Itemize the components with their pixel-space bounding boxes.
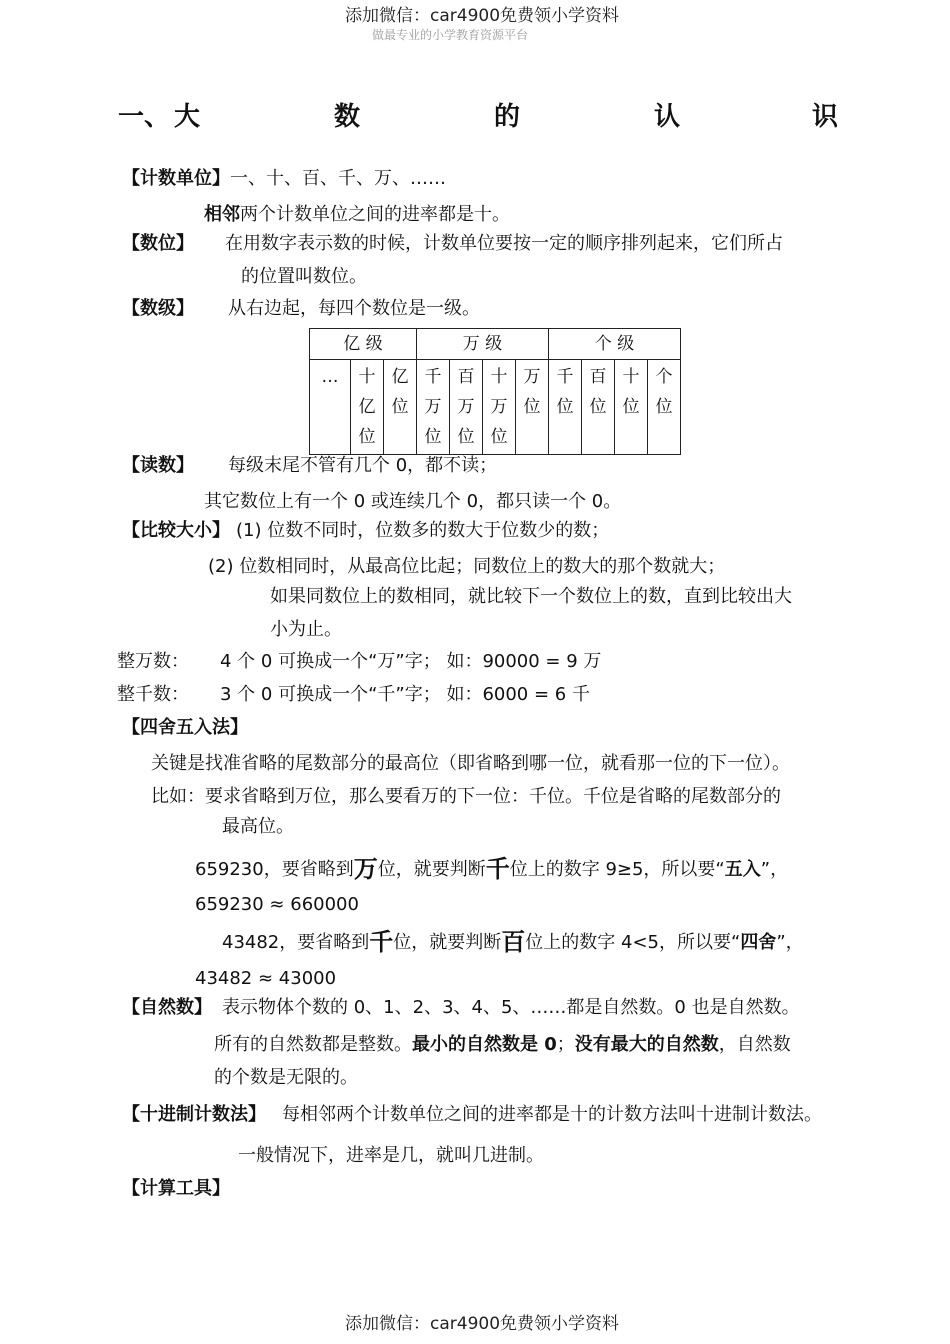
- compare-rule: 如果同数位上的数相同，就比较下一个数位上的数，直到比较出大: [270, 586, 792, 607]
- digit-place-heading: 【数位】: [122, 233, 194, 254]
- natural-text: 表示物体个数的 0、1、2、3、4、5、……都是自然数。0 也是自然数。: [222, 997, 800, 1018]
- counting-units-line: [122, 168, 446, 190]
- title-prefix: 一、: [118, 102, 171, 132]
- table-cell: [351, 360, 384, 455]
- natural-part: ；: [556, 1034, 575, 1055]
- group-yi: 亿 级: [310, 329, 417, 360]
- digit-place-text: 在用数字表示数的时候，计数单位要按一定的顺序排列起来，它们所占: [225, 233, 783, 254]
- place-value-table: [309, 328, 681, 455]
- col-label: 十万位: [490, 367, 508, 447]
- ex-big: 千: [485, 855, 510, 883]
- ex-text: ”，: [776, 932, 804, 953]
- rounding-example-2: [222, 928, 804, 957]
- natural-text-2: [214, 1034, 791, 1056]
- table-cell: [483, 360, 516, 455]
- counting-units-list: 一、十、百、千、万、……: [230, 168, 446, 189]
- natural-bold: 最小的自然数是 0: [412, 1034, 557, 1055]
- counting-units-heading: 【计数单位】: [122, 168, 230, 189]
- ex-bold: 四舍: [740, 932, 777, 953]
- col-label: 十亿位: [358, 367, 376, 447]
- col-label: 千位: [556, 367, 574, 417]
- level-text: 从右边起，每四个数位是一级。: [228, 298, 480, 319]
- rounding-result-2: 43482 ≈ 43000: [195, 968, 337, 989]
- compare-rule: (1) 位数不同时，位数多的数大于位数少的数；: [236, 520, 610, 541]
- table-cell: [582, 360, 615, 455]
- ex-big: 千: [369, 928, 394, 956]
- decimal-text: 每相邻两个计数单位之间的进率都是十的计数方法叫十进制计数法。: [282, 1104, 822, 1125]
- whole-wan-label: 整万数：: [117, 651, 189, 672]
- decimal-heading: 【十进制计数法】: [122, 1104, 266, 1125]
- natural-part: 所有的自然数都是整数。: [214, 1034, 412, 1055]
- whole-qian-text: 3 个 0 可换成一个“千”字； 如：6000 = 6 千: [220, 684, 590, 705]
- ex-bold: 五入: [724, 859, 761, 880]
- rounding-text: 比如：要求省略到万位，那么要看万的下一位：千位。千位是省略的尾数部分的: [151, 786, 781, 807]
- ex-text: 位，就要判断: [393, 932, 502, 953]
- col-label: 亿位: [391, 367, 409, 417]
- table-cell: [549, 360, 582, 455]
- group-ge: 个 级: [549, 329, 681, 360]
- table-cell: [417, 360, 450, 455]
- compare-rule: 小为止。: [270, 619, 342, 640]
- faint-header: 做最专业的小学教育资源平台: [372, 28, 529, 42]
- col-label: 个位: [655, 367, 673, 417]
- title-char: 数: [334, 102, 361, 132]
- digit-place-text: 的位置叫数位。: [241, 266, 367, 287]
- table-cell: [648, 360, 681, 455]
- rounding-example-1: [195, 855, 788, 884]
- decimal-text: 一般情况下，进率是几，就叫几进制。: [238, 1145, 544, 1166]
- note-bold: 相邻: [204, 204, 240, 225]
- level-heading: 【数级】: [122, 298, 194, 319]
- counting-units-note: [204, 204, 510, 226]
- table-cell: …: [310, 360, 351, 455]
- title-char: 认: [654, 102, 681, 132]
- watermark-bottom: 添加微信：car4900免费领小学资料: [345, 1314, 620, 1334]
- rounding-text: 最高位。: [222, 816, 294, 837]
- whole-qian-label: 整千数：: [117, 684, 189, 705]
- ex-big: 百: [501, 928, 526, 956]
- col-label: 十位: [622, 367, 640, 417]
- natural-heading: 【自然数】: [122, 997, 212, 1018]
- ex-text: 43482，要省略到: [222, 932, 370, 953]
- title-char: 大: [174, 102, 201, 132]
- reading-heading: 【读数】: [122, 455, 194, 476]
- rounding-heading: 【四舍五入法】: [122, 717, 248, 738]
- watermark-top: 添加微信：car4900免费领小学资料: [345, 6, 620, 26]
- col-label: 千万位: [424, 367, 442, 447]
- compare-rule: (2) 位数相同时，从最高位比起；同数位上的数大的那个数就大；: [208, 556, 726, 577]
- ex-text: 位上的数字 9≥5，所以要“: [509, 859, 725, 880]
- title-char: 的: [494, 102, 521, 132]
- ex-text: 位上的数字 4<5，所以要“: [525, 932, 741, 953]
- tools-heading: 【计算工具】: [122, 1178, 230, 1199]
- table-cell: [615, 360, 648, 455]
- reading-text: 每级末尾不管有几个 0，都不读；: [228, 455, 498, 476]
- whole-wan-text: 4 个 0 可换成一个“万”字； 如：90000 = 9 万: [220, 651, 602, 672]
- reading-text: 其它数位上有一个 0 或连续几个 0，都只读一个 0。: [204, 491, 622, 512]
- title-char: 识: [812, 102, 839, 132]
- rounding-result-1: 659230 ≈ 660000: [195, 894, 359, 915]
- ex-big: 万: [353, 855, 378, 883]
- ex-text: ”，: [760, 859, 789, 880]
- natural-part: ，自然数: [718, 1034, 791, 1055]
- compare-heading: 【比较大小】: [122, 520, 230, 541]
- natural-bold: 没有最大的自然数: [574, 1034, 719, 1055]
- col-label: 百位: [589, 367, 607, 417]
- col-label: 百万位: [457, 367, 475, 447]
- rounding-text: 关键是找准省略的尾数部分的最高位（即省略到哪一位，就看那一位的下一位）。: [151, 753, 790, 774]
- table-cell: [516, 360, 549, 455]
- note-rest: 两个计数单位之间的进率都是十。: [240, 204, 510, 225]
- ex-text: 659230，要省略到: [195, 859, 354, 880]
- col-label: 万位: [523, 367, 541, 417]
- group-wan: 万 级: [417, 329, 549, 360]
- table-cell: [384, 360, 417, 455]
- table-cell: [450, 360, 483, 455]
- natural-text: 的个数是无限的。: [214, 1067, 358, 1088]
- ex-text: 位，就要判断: [377, 859, 486, 880]
